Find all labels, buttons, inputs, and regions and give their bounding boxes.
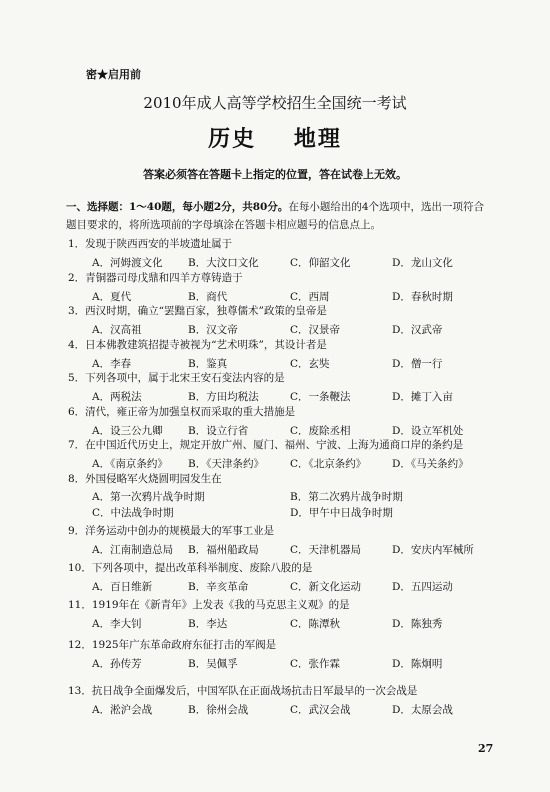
- question-stem: 4．日本佛教建筑招提寺被视为“艺术明珠”，其设计者是: [68, 339, 327, 351]
- question-10: [68, 560, 498, 595]
- option-b: B．福州船政局: [188, 544, 259, 556]
- option-b: B．鉴真: [188, 358, 228, 370]
- option-b: B．吴佩孚: [188, 658, 238, 670]
- option-a: A．河姆渡文化: [92, 257, 163, 269]
- option-b: B．设立行省: [188, 425, 249, 437]
- question-stem: 2．青铜器司母戊鼎和四羊方尊铸造于: [68, 272, 243, 284]
- question-3: [68, 303, 498, 338]
- exam-title: 2010年成人高等学校招生全国统一考试: [143, 94, 407, 112]
- option-a: A．设三公九卿: [92, 425, 163, 437]
- option-a: A．《南京条约》: [92, 458, 168, 470]
- question-stem: 10．下列各项中，提出改革科举制度、废除八股的是: [68, 562, 313, 574]
- question-1: [68, 236, 498, 271]
- question-2: [68, 270, 498, 305]
- option-d: D．《马关条约》: [392, 458, 469, 470]
- option-a: A．第一次鸦片战争时期: [92, 491, 205, 503]
- option-c: C．《北京条约》: [290, 458, 367, 470]
- question-stem: 11．1919年在《新青年》上发表《我的马克思主义观》的是: [68, 599, 350, 611]
- option-d: D．汉武帝: [392, 324, 443, 336]
- option-c: C．玄奘: [290, 358, 330, 370]
- option-b: B．汉文帝: [188, 324, 238, 336]
- option-d: D．陈炯明: [392, 658, 443, 670]
- question-9: [68, 523, 498, 558]
- question-8: [68, 471, 498, 521]
- option-b: B．第二次鸦片战争时期: [290, 491, 403, 503]
- option-a: A．孙传芳: [92, 658, 142, 670]
- question-12: [68, 637, 498, 672]
- option-b: B．《天津条约》: [188, 458, 264, 470]
- option-d: D．设立军机处: [392, 425, 464, 437]
- option-c: C．陈潭秋: [290, 618, 341, 630]
- section-rule-bold: 1～40题，每小题2分，共80分。: [129, 201, 289, 213]
- option-c: C．武汉会战: [290, 704, 351, 716]
- subject-geography: 地理: [293, 126, 342, 152]
- option-a: A．百日维新: [92, 581, 153, 593]
- option-b: B．徐州会战: [188, 704, 249, 716]
- question-6: [68, 404, 498, 439]
- subject-history: 历史: [208, 126, 257, 152]
- option-c: C．废除丞相: [290, 425, 351, 437]
- question-stem: 1．发现于陕西西安的半坡遗址属于: [68, 238, 233, 250]
- option-c: C．张作霖: [290, 658, 341, 670]
- section-instructions: [66, 198, 486, 234]
- option-d: D．陈独秀: [392, 618, 443, 630]
- option-b: B．方田均税法: [188, 391, 259, 403]
- subject-heading: [0, 122, 550, 153]
- option-b: B．大汶口文化: [188, 257, 259, 269]
- option-d: D．摊丁入亩: [392, 391, 453, 403]
- question-11: [68, 597, 498, 632]
- option-a: A．淞沪会战: [92, 704, 153, 716]
- option-a: A．两税法: [92, 391, 142, 403]
- option-a: A．李春: [92, 358, 132, 370]
- option-d: D．安庆内军械所: [392, 544, 474, 556]
- question-5: [68, 370, 498, 405]
- option-c: C．汉景帝: [290, 324, 341, 336]
- option-c: C．仰韶文化: [290, 257, 351, 269]
- question-stem: 13．抗日战争全面爆发后，中国军队在正面战场抗击日军最早的一次会战是: [68, 685, 418, 697]
- question-stem: 6．清代，雍正帝为加强皇权而采取的重大措施是: [68, 406, 296, 418]
- option-b: B．李达: [188, 618, 228, 630]
- option-c: C．一条鞭法: [290, 391, 351, 403]
- answer-notice: 答案必须答在答题卡上指定的位置，答在试卷上无效。: [143, 168, 407, 181]
- question-stem: 3．西汉时期，确立“罢黜百家，独尊儒术”政策的皇帝是: [68, 305, 327, 317]
- section-rule-text: 在每小题给出的4个选项中，选出一项符合题目要求的，将所选项前的字母填涂在答题卡相应题号的信息点上。: [66, 201, 485, 231]
- option-b: B．商代: [188, 291, 228, 303]
- option-d: D．僧一行: [392, 358, 443, 370]
- section-label: 一、选择题：: [66, 201, 129, 213]
- option-c: C．西周: [290, 291, 330, 303]
- question-stem: 12．1925年广东革命政府东征打击的军阀是: [68, 639, 277, 651]
- option-b: B．辛亥革命: [188, 581, 249, 593]
- option-a: A．汉高祖: [92, 324, 142, 336]
- question-stem: 9．洋务运动中创办的规模最大的军事工业是: [68, 525, 275, 537]
- option-a: A．江南制造总局: [92, 544, 174, 556]
- question-7: [68, 437, 498, 472]
- option-d: D．太原会战: [392, 704, 453, 716]
- option-d: D．龙山文化: [392, 257, 453, 269]
- question-stem: 5．下列各项中，属于北宋王安石变法内容的是: [68, 372, 285, 384]
- question-13: [68, 683, 498, 718]
- page-number: 27: [478, 742, 494, 755]
- option-c: C．新文化运动: [290, 581, 362, 593]
- question-stem: 8．外国侵略军火烧圆明园发生在: [68, 473, 222, 485]
- option-c: C．天津机器局: [290, 544, 362, 556]
- question-stem: 7．在中国近代历史上，规定开放广州、厦门、福州、宁波、上海为通商口岸的条约是: [68, 439, 464, 451]
- option-a: A．夏代: [92, 291, 132, 303]
- option-d: D．春秋时期: [392, 291, 453, 303]
- question-4: [68, 337, 498, 372]
- confidential-label: 密★启用前: [86, 68, 141, 81]
- option-c: C．中法战争时期: [92, 507, 174, 519]
- option-a: A．李大钊: [92, 618, 142, 630]
- option-d: D．甲午中日战争时期: [290, 507, 393, 519]
- option-d: D．五四运动: [392, 581, 453, 593]
